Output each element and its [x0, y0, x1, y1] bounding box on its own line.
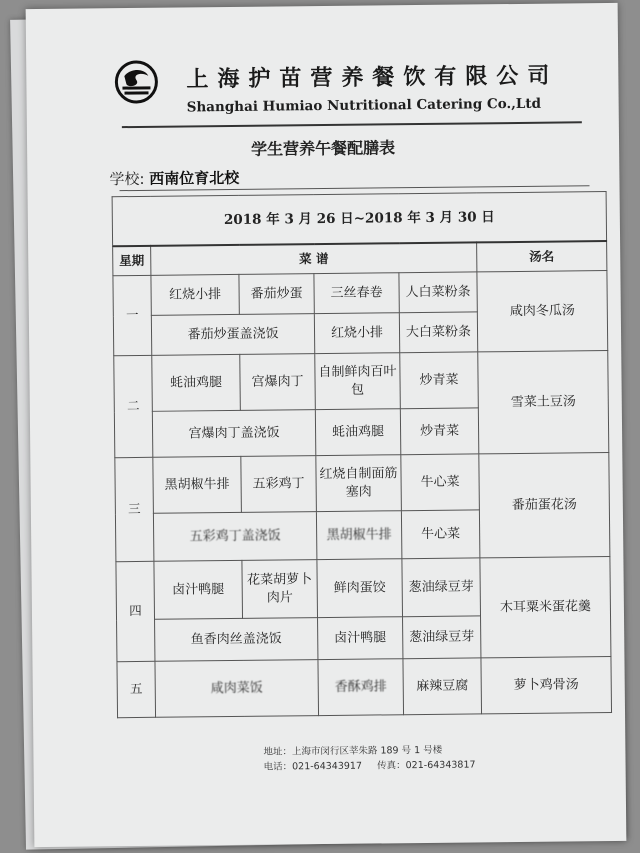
- school-row: [109, 167, 239, 189]
- dish-cell: 鲜肉蛋饺: [317, 559, 403, 618]
- set-dish-cell: 葱油绿豆芽: [403, 616, 481, 659]
- dish-cell: 红烧小排: [151, 274, 239, 315]
- weekday-cell: 四: [116, 561, 155, 661]
- soup-cell: 番茄蛋花汤: [479, 453, 610, 558]
- dish-cell: 牛心菜: [401, 454, 480, 511]
- dish-cell: 人白菜粉条: [399, 272, 477, 313]
- set-meal-cell: 五彩鸡丁盖浇饭: [153, 512, 316, 562]
- footer-phone: 电话：021-64343917: [263, 760, 363, 773]
- company-name-en: Shanghai Humiao Nutritional Catering Co.,Ltd: [186, 95, 542, 116]
- menu-table: [112, 191, 612, 718]
- set-dish-cell: 卤汁鸭腿: [318, 617, 403, 660]
- dish-cell: 花菜胡萝卜肉片: [242, 560, 318, 619]
- menu-document: [26, 3, 627, 847]
- set-dish-cell: 牛心菜: [401, 510, 479, 559]
- dish-cell: 红烧自制面筋塞肉: [316, 455, 402, 512]
- dish-cell: 三丝春卷: [314, 273, 399, 314]
- header-weekday: 星期: [113, 246, 151, 276]
- set-meal-cell: 番茄炒蛋盖浇饭: [151, 314, 314, 356]
- weekday-cell: 一: [113, 275, 152, 355]
- set-meal-cell: 宫爆肉丁盖浇饭: [152, 410, 315, 458]
- set-dish-cell: 黑胡椒牛排: [316, 511, 401, 560]
- footer-fax: 传真：021-64343817: [377, 759, 476, 772]
- soup-cell: 咸肉冬瓜汤: [477, 271, 608, 352]
- dish-cell: 蚝油鸡腿: [152, 354, 241, 411]
- header-divider: [122, 121, 582, 128]
- dish-cell: 自制鲜肉百叶包: [315, 353, 401, 410]
- company-logo-icon: [114, 60, 158, 104]
- dish-cell: 宫爆肉丁: [240, 354, 316, 411]
- school-name: 西南位育北校: [149, 168, 240, 188]
- date-range: 2018 年 3 月 26 日~2018 年 3 月 30 日: [112, 192, 607, 247]
- weekday-cell: 三: [115, 457, 154, 561]
- set-dish-cell: 红烧小排: [314, 313, 399, 354]
- footer-address: 地址：上海市闵行区莘朱路 189 号 1 号楼: [263, 744, 443, 758]
- soup-cell: 雪菜土豆汤: [478, 351, 609, 454]
- footer: [263, 742, 563, 775]
- set-dish-cell: 大白菜粉条: [399, 312, 477, 353]
- set-meal-cell: 咸肉菜饭: [155, 660, 319, 718]
- set-dish-cell: 炒青菜: [400, 408, 478, 455]
- dish-cell: 黑胡椒牛排: [153, 456, 242, 513]
- dish-cell: 五彩鸡丁: [241, 456, 317, 513]
- dish-cell: 卤汁鸭腿: [154, 560, 243, 619]
- dish-cell: 番茄炒蛋: [239, 274, 314, 315]
- company-name-cn: 上海护苗营养餐饮有限公司: [186, 62, 559, 93]
- footer-contact: [264, 757, 564, 775]
- set-dish-cell: 麻辣豆腐: [403, 658, 482, 715]
- dish-cell: 葱油绿豆芽: [402, 558, 481, 617]
- soup-cell: 萝卜鸡骨汤: [481, 657, 612, 714]
- set-meal-cell: 鱼香肉丝盖浇饭: [155, 618, 318, 662]
- header-menu: 菜 谱: [151, 242, 477, 275]
- weekday-cell: 二: [114, 355, 153, 457]
- header-soup: 汤名: [477, 241, 607, 272]
- set-dish-cell: 香酥鸡排: [318, 659, 404, 716]
- set-dish-cell: 蚝油鸡腿: [315, 409, 400, 456]
- soup-cell: 木耳粟米蛋花羹: [480, 557, 611, 658]
- dish-cell: 炒青菜: [400, 352, 479, 409]
- weekday-cell: 五: [117, 661, 156, 717]
- document-title: 学生营养午餐配膳表: [250, 138, 396, 159]
- school-label: 学校:: [109, 169, 145, 189]
